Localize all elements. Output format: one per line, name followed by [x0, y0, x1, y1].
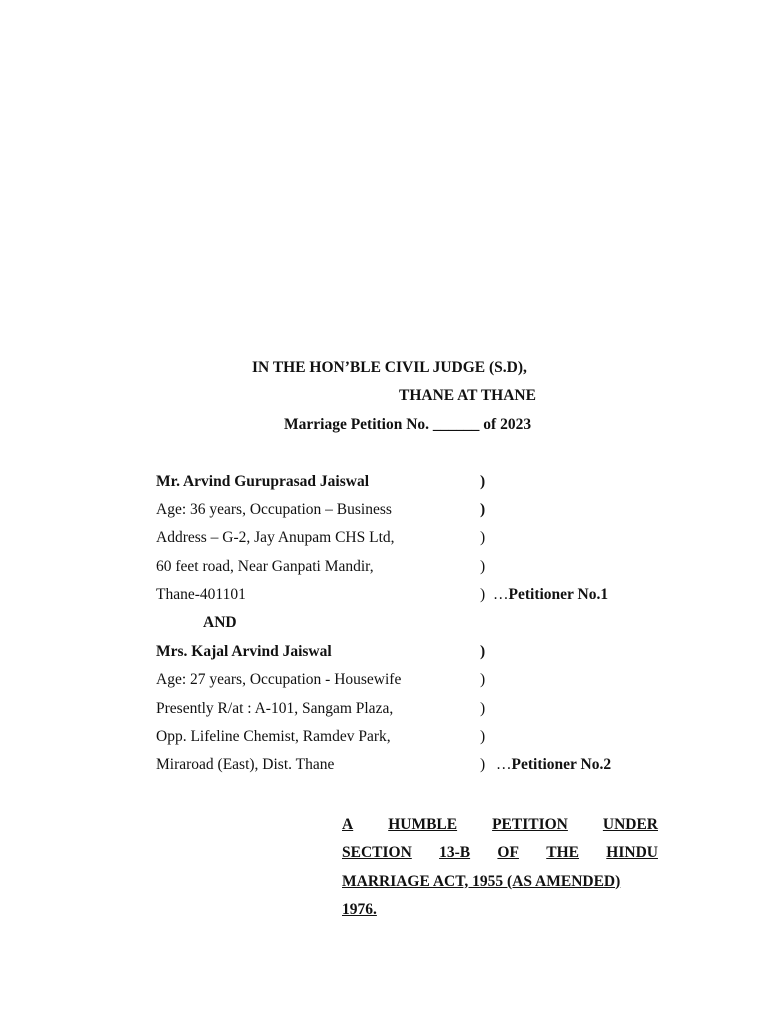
petitioner2-role	[496, 755, 611, 775]
title-word: THE	[546, 844, 579, 862]
title-word: UNDER	[602, 816, 658, 833]
title-word: OF	[497, 844, 519, 862]
title-word: HINDU	[606, 844, 658, 862]
bracket: )	[480, 558, 486, 575]
petitioner1-name: Mr. Arvind Guruprasad Jaiswal	[156, 473, 370, 490]
role-dots: …	[493, 586, 509, 603]
bracket: )	[480, 586, 486, 603]
bracket: )	[480, 501, 486, 518]
petition-year: 2023	[500, 416, 532, 433]
role-dots: …	[496, 756, 512, 773]
petition-title	[342, 811, 658, 924]
title-word: A	[342, 816, 354, 833]
bracket: )	[480, 529, 486, 546]
petitioner1-address-line3: Thane-401101	[156, 586, 246, 603]
petitioner1-role-label: Petitioner No.1	[508, 586, 609, 603]
bracket: )	[480, 643, 486, 660]
petitioner1-address-line2: 60 feet road, Near Ganpati Mandir,	[156, 558, 374, 575]
petitioner2-address-line2: Opp. Lifeline Chemist, Ramdev Park,	[156, 728, 391, 745]
petition-number	[284, 415, 531, 435]
petitioner2-age: Age: 27 years, Occupation - Housewife	[156, 671, 402, 688]
bracket: )	[480, 700, 486, 717]
court-title: IN THE HON’BLE CIVIL JUDGE (S.D),	[252, 359, 527, 376]
bracket: )	[480, 473, 486, 490]
petitioner1-address-line1: Address – G-2, Jay Anupam CHS Ltd,	[156, 529, 395, 546]
title-word: SECTION	[342, 844, 412, 862]
petitioner2-name: Mrs. Kajal Arvind Jaiswal	[156, 643, 332, 660]
petitioner1-age: Age: 36 years, Occupation – Business	[156, 501, 392, 518]
court-place: THANE AT THANE	[399, 387, 536, 404]
petitioner2-role-label: Petitioner No.2	[511, 756, 612, 773]
bracket: )	[480, 671, 486, 688]
title-word: 13-B	[439, 844, 471, 862]
petitioner2-address-line3: Miraroad (East), Dist. Thane	[156, 756, 335, 773]
petitioner1-role	[493, 585, 608, 605]
petition-number-label: Marriage Petition No. ______ of	[284, 416, 501, 433]
conjunction-and: AND	[203, 614, 237, 631]
title-word: PETITION	[492, 816, 568, 833]
petition-title-line2	[342, 839, 658, 867]
petition-title-line4: 1976.	[342, 900, 377, 918]
bracket: )	[480, 756, 486, 773]
bracket: )	[480, 728, 486, 745]
petition-title-line1	[342, 811, 658, 839]
petition-title-line3: MARRIAGE ACT, 1955 (AS AMENDED)	[342, 872, 621, 890]
petitioner2-address-line1: Presently R/at : A-101, Sangam Plaza,	[156, 700, 394, 717]
title-word: HUMBLE	[388, 816, 458, 833]
